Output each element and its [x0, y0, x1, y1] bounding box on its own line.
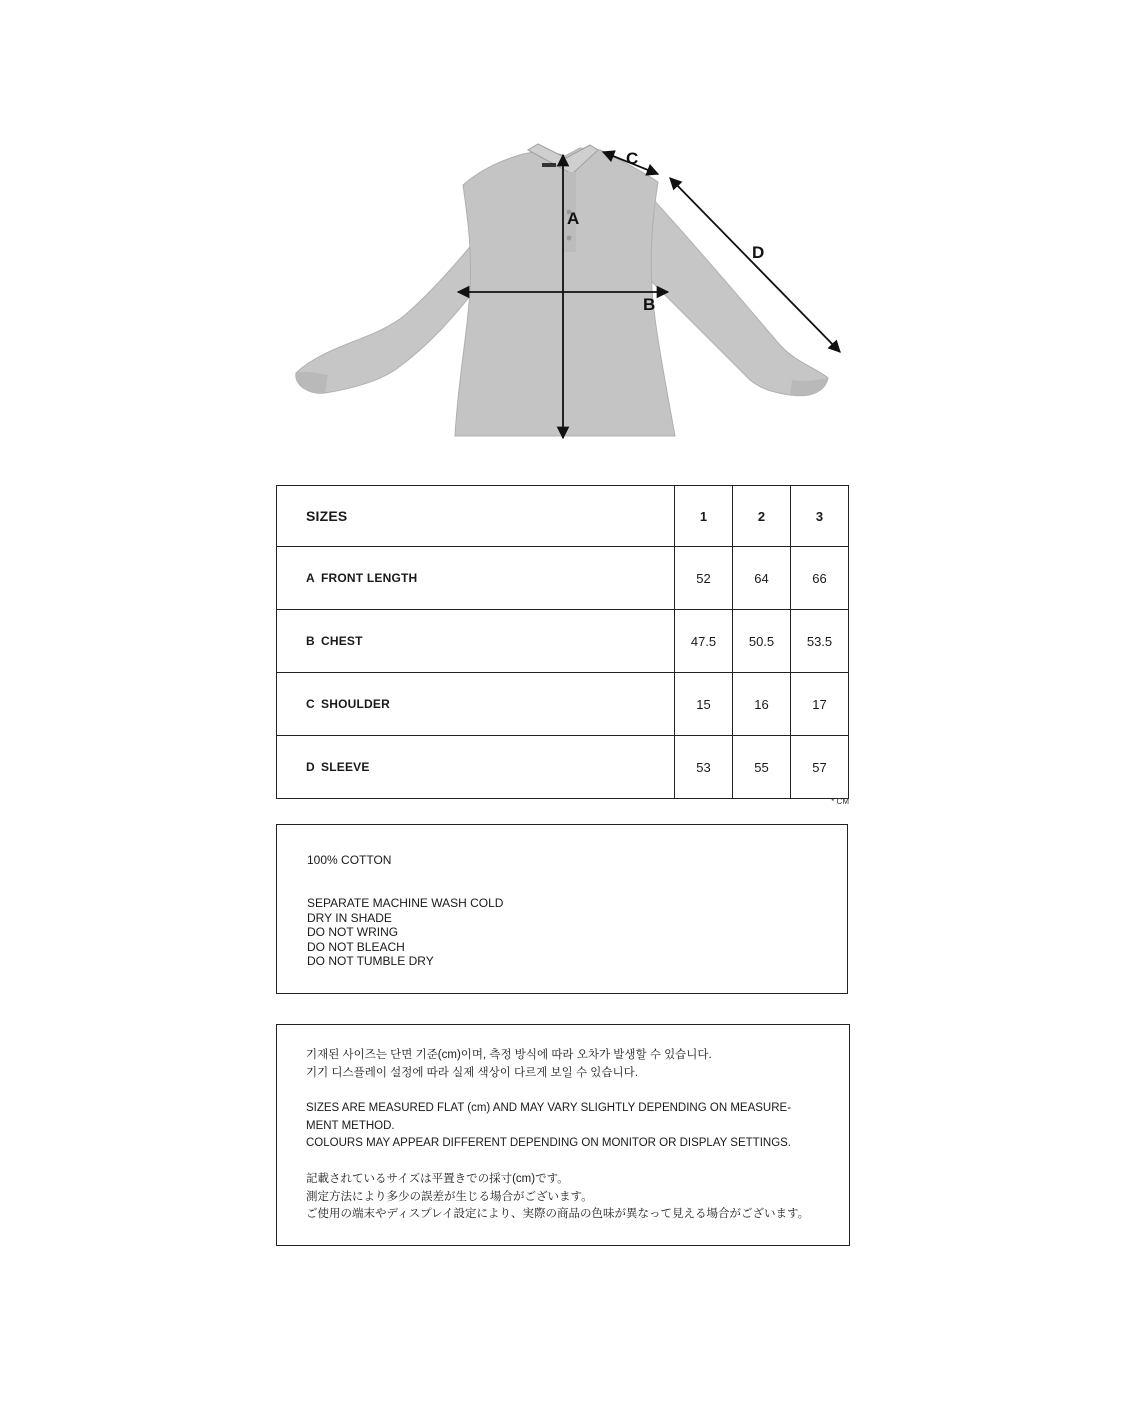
measure-label-b: B [643, 295, 656, 314]
size-table-header-row [277, 486, 849, 547]
size-notice-box [276, 1024, 850, 1246]
notice-japanese [306, 1171, 809, 1224]
size-column-header: 1 [675, 486, 733, 547]
button [567, 236, 572, 241]
notice-korean [306, 1047, 712, 1082]
measurement-name [277, 547, 675, 610]
measurement-name [277, 673, 675, 736]
measurement-value: 57 [791, 736, 849, 799]
right-sleeve [640, 185, 828, 396]
measurement-label: SHOULDER [321, 697, 390, 711]
notice-line: 記載されているサイズは平置きでの採寸(cm)です。 [306, 1173, 569, 1185]
measurement-value: 16 [733, 673, 791, 736]
measurement-code: C [306, 697, 315, 711]
care-instruction: SEPARATE MACHINE WASH COLD [307, 896, 504, 910]
left-cuff [296, 372, 328, 394]
care-instruction: DO NOT WRING [307, 925, 399, 939]
measurement-code: D [306, 760, 315, 774]
right-cuff [790, 378, 828, 396]
polo-shirt-illustration [280, 130, 860, 450]
measurement-value: 17 [791, 673, 849, 736]
measurement-value: 55 [733, 736, 791, 799]
measurement-code: B [306, 634, 315, 648]
measurement-value: 50.5 [733, 610, 791, 673]
notice-line: MENT METHOD. [306, 1119, 395, 1132]
notice-line: 測定方法により多少の誤差が生じる場合がございます。 [306, 1190, 593, 1203]
table-row [277, 673, 849, 736]
notice-line: ご使用の端末やディスプレイ設定により、実際の商品の色味が異なって見える場合がございます。 [306, 1208, 810, 1220]
table-row [277, 547, 849, 610]
notice-line: COLOURS MAY APPEAR DIFFERENT DEPENDING ON MONITOR OR DISPLAY SETTINGS. [306, 1137, 792, 1149]
measurement-name [277, 610, 675, 673]
notice-line: 기기 디스플레이 설정에 따라 실제 색상이 다르게 보일 수 있습니다. [306, 1066, 638, 1079]
material-composition: 100% COTTON [307, 853, 392, 867]
garment-diagram [280, 130, 860, 450]
measurement-value: 52 [675, 547, 733, 610]
measurement-code: A [306, 571, 315, 585]
measurement-label: CHEST [321, 634, 363, 648]
notice-line: SIZES ARE MEASURED FLAT (cm) AND MAY VARY SLIGHTLY DEPENDING ON MEASURE- [306, 1102, 792, 1114]
table-row [277, 610, 849, 673]
measurement-value: 64 [733, 547, 791, 610]
measurement-label: FRONT LENGTH [321, 571, 418, 585]
notice-english [306, 1100, 791, 1153]
size-column-header: 3 [791, 486, 849, 547]
measurement-label: SLEEVE [321, 760, 370, 774]
care-instruction: DO NOT TUMBLE DRY [307, 954, 434, 968]
measure-label-c: C [626, 149, 639, 168]
size-table-header-label: SIZES [277, 486, 675, 547]
notice-line: 기재된 사이즈는 단면 기준(cm)이며, 측정 방식에 따라 오차가 발생할 수 있습니다. [306, 1049, 712, 1061]
measurement-value: 66 [791, 547, 849, 610]
measure-label-a: A [567, 209, 580, 228]
measurement-value: 15 [675, 673, 733, 736]
care-info-box [276, 824, 848, 994]
measure-label-d: D [752, 243, 765, 262]
care-instruction: DO NOT BLEACH [307, 939, 405, 954]
care-instruction: DRY IN SHADE [307, 910, 392, 925]
care-instructions-list [307, 896, 503, 969]
measurement-value: 53.5 [791, 610, 849, 673]
neck-label [542, 163, 556, 167]
table-row [277, 736, 849, 799]
size-column-header: 2 [733, 486, 791, 547]
measurement-value: 47.5 [675, 610, 733, 673]
measurement-name [277, 736, 675, 799]
unit-note: * CM [831, 797, 849, 806]
measurement-value: 53 [675, 736, 733, 799]
size-table [276, 485, 849, 799]
